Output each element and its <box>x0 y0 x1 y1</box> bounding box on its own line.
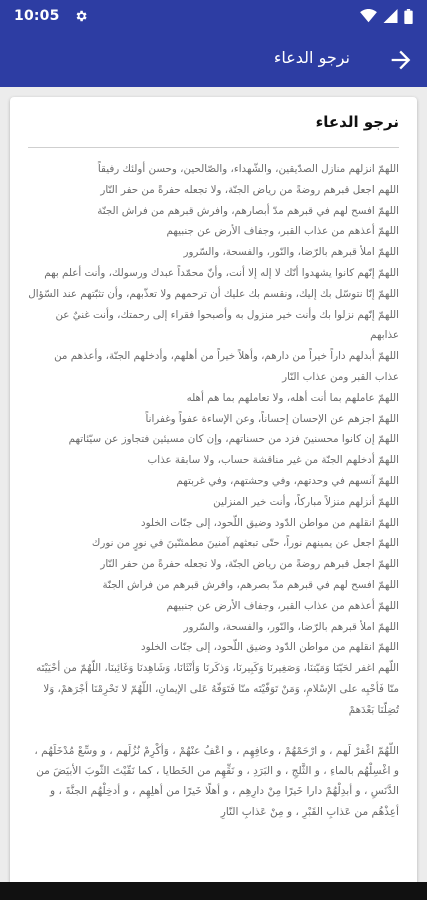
settings-gear-icon <box>74 9 88 23</box>
system-icons <box>360 8 413 24</box>
dua-paragraph: اللّهُمّ اغْفرْ لَهم ، و ارْحَمْهُمْ ، وعافِهِم ، و اعْفُ عنْهُمْ ، وَأكْرِمْ نُزُلَهم ، و وسِّعْ مُدْخَلَهُم ، و اغْسِلْهُم بالماءِ ، و الثَّلجِ ، و البَرَدِ ، و نَقِّهِم من الخَطايا ، كما نَقّيْتَ الثّوبَ الأبيَضَ من الدَّنَسِ ، و أبدِلْهُمْ دارا خَيرًا مِنْ دارِهِم ، و أهلًا خَيرًا من أهلِهِم ، و أدخِلْهُم الجنَّةَ ، و أعِذْهُم من عَذابِ القَبْرِ ، و مِنْ عَذابِ النّارِ <box>34 744 399 818</box>
dua-line: اللهمّ افسح لهم في قبرهم مدّ بصرهم، وافرش قبرهم من فراش الجنّة <box>102 578 399 591</box>
dua-line: اللهمّ افسح لهم في قبرهم مدّ أبصارهم، وافرش قبرهم من فراش الجنّة <box>97 204 399 217</box>
dua-line: اللهمّ أدخلهم الجنّة من غير مناقشة حساب، ولا سابقة عذاب <box>147 454 399 467</box>
dua-line: اللهمّ أنزلهم منزلاً مباركاً، وأنت خير المنزلين <box>213 495 399 508</box>
dua-line: اللهمّ انزلهم منازل الصدّيقين، والشّهداء، والصّالحين، وحسن أولئك رفيقاً <box>97 163 399 175</box>
dua-text <box>28 159 399 822</box>
title-divider <box>28 147 399 148</box>
dua-line: اللهمّ اجعل عن يمينهم نوراً، حتّى تبعثهم آمنينَ مطمئنّينَ في نورٍ من نورك <box>91 537 399 550</box>
dua-line: اللهمّ إن كانوا محسنينَ فزد من حسناتهم، وإن كان مسيئين فتجاوز عن سيّئاتهم <box>68 433 399 446</box>
dua-line: اللهمّ اجزهم عن الإحسان إحساناً، وعن الإساءة عفواً وغفراناً <box>145 412 399 425</box>
system-navigation-bar <box>0 882 427 900</box>
dua-line: اللهمّ املأ قبرهم بالرّضا، والنّور، والفسحة، والسّرور <box>183 620 399 633</box>
signal-icon <box>383 9 398 23</box>
app-bar-title: نرجو الدعاء <box>273 48 350 67</box>
dua-line: اللهمّ املأ قبرهم بالرّضا، والنّور، والفسحة، والسّرور <box>183 246 399 259</box>
battery-icon <box>404 9 413 24</box>
status-time: 10:05 <box>14 8 60 24</box>
dua-line: اللهمّ انقلهم من مواطن الدّود وضيق اللّحود، إلى جنّات الخلود <box>141 641 399 654</box>
dua-line: اللهمّ أبدلهم داراً خيراً من دارهم، وأهلاً خيراً من أهلهم، وأدخلهم الجنّة، وأعذهم من عذاب القبر ومن عذاب النّار <box>54 350 399 383</box>
dua-line: اللهمّ اجعل قبرهم روضةً من رياض الجنّة، ولا تجعله حفرةً من حفر النّار <box>100 558 399 571</box>
dua-line: اللهمّ عاملهم بما أنت أهله، ولا تعاملهم بما هم أهله <box>186 391 399 404</box>
dua-line: اللهم اجعل قبرهم روضةً من رياض الجنّة، ولا تجعله حفرةً من حفر النّار <box>100 183 399 196</box>
dua-line: اللهمّ إنّهم نزلوا بك وأنت خير منزول به وأصبحوا فقراء إلى رحمتك، وأنت غنيٌ عن عذابهم <box>55 308 399 342</box>
dua-line: اللهمّ إنّا نتوسّل بك إليك، ونقسم بك عليك أن ترحمهم ولا تعذّبهم، وأن تثبّتهم عند السّؤال <box>28 287 399 300</box>
status-bar <box>0 0 427 33</box>
dua-line: اللهمّ آنسهم في وحدتهم، وفي وحشتهم، وفي غربتهم <box>176 474 399 487</box>
dua-line: اللّهم اغفر لحَيّنَا وَمَيّتنَا، وَصَغِيرنَا وَكَبِيرنَا، وَذكَرنَا وَأنْثَانَا، وَشَاهِدنَا وَغَائِبنَا، اللّهُمّ من أحْيَيْتَه منّا فَأحْيِه على الإسْلامِ، وَمَنْ تَوَفّيْتَه منّا فَتَوَفّهُ عَلى الإيمانِ، اللّهُمّ لا تَحْرِمْنَا أجْرَهمْ، وَلا تُضِلّنَا بَعْدَهمْ <box>36 662 399 716</box>
dua-line: اللهمّ أعذهم من عذاب القبر، وجفاف الأرض عن جنبيهم <box>166 225 399 238</box>
app-bar <box>0 33 427 87</box>
dua-line: اللهمّ أعذهم من عذاب القبر، وجفاف الأرض عن جنبيهم <box>166 599 399 612</box>
back-arrow-icon[interactable] <box>387 46 415 74</box>
dua-card <box>10 97 417 897</box>
dua-line: اللهمّ إنّهم كانوا يشهدوا أنّك لا إله إلا أنت، وأنّ محمّداً عبدك ورسولك، وأنت أعلم بهم <box>44 266 399 279</box>
card-title: نرجو الدعاء <box>315 113 399 131</box>
wifi-icon <box>360 9 377 23</box>
dua-line: اللهمّ انقلهم من مواطن الدّود وضيق اللّحود، إلى جنّات الخلود <box>141 516 399 529</box>
